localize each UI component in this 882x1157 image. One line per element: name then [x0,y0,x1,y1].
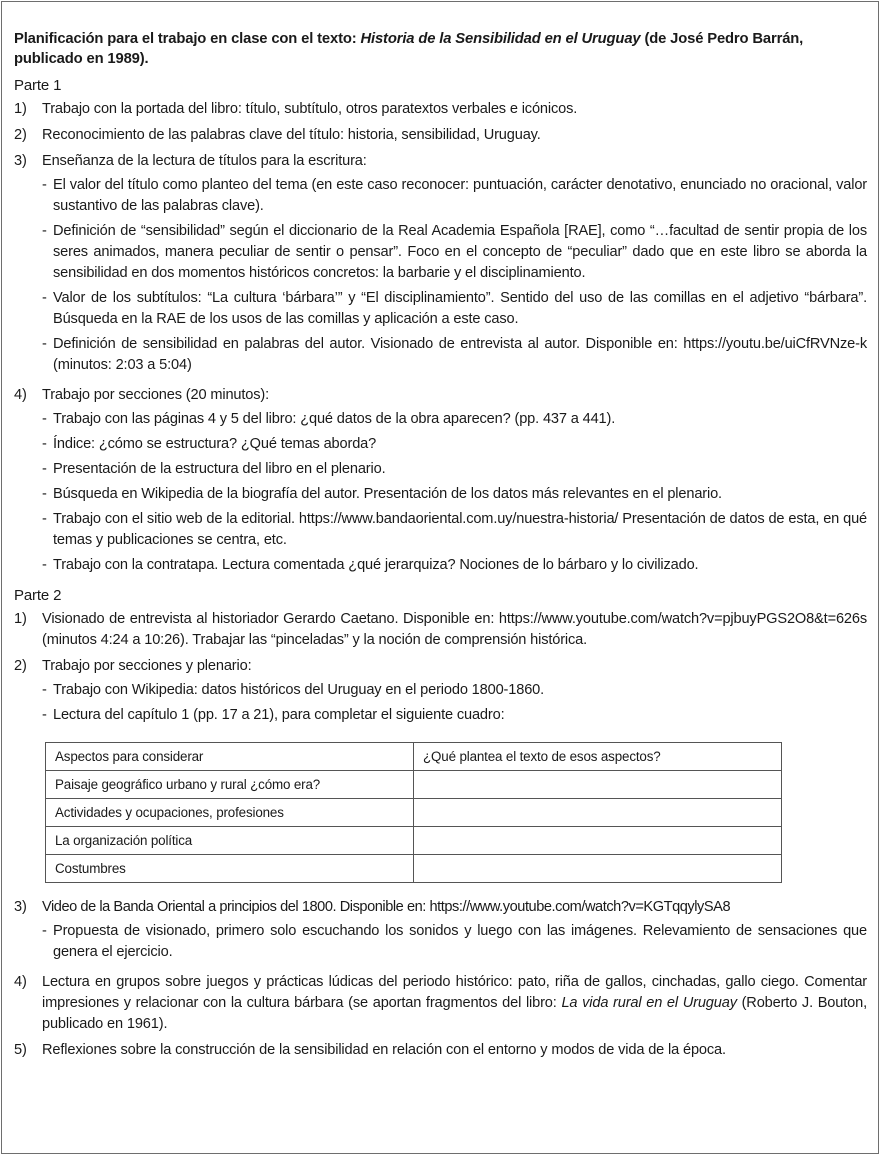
dash: - [42,411,47,427]
dash: - [42,461,47,477]
sub-item [42,459,867,480]
sub-item-text: Propuesta de visionado, primero solo escuchando los sonidos y luego con las imágenes. Relevamiento de sensaciones que genera el ejercicio. [53,923,867,960]
table-cell: Paisaje geográfico urbano y rural ¿cómo era? [46,771,414,799]
table-header-cell: ¿Qué plantea el texto de esos aspectos? [414,743,782,771]
book-title: La vida rural en el Uruguay [561,995,737,1011]
item-number: 4) [14,387,27,403]
sub-item [42,705,867,726]
title-book: Historia de la Sensibilidad en el Uruguay [360,31,641,47]
item-number: 5) [14,1042,27,1058]
dash: - [42,436,47,452]
dash: - [42,336,47,352]
sub-item [42,175,867,217]
sub-item [42,221,867,284]
dash: - [42,177,47,193]
table-cell: Actividades y ocupaciones, profesiones [46,799,414,827]
parte1-heading: Parte 1 [14,77,62,94]
sub-item-text: Definición de “sensibilidad” según el diccionario de la Real Academia Española [RAE], como “…facultad de sentir propia de los seres animados, manera peculiar de sentir o pensar”. Foco en el concepto de “peculiar” dado que en este libro se aborda la sensibilidad en dos momentos históricos concretos: la barbarie y el disciplinamiento. [53,223,867,281]
table-cell-empty [414,827,782,855]
item-text: Trabajo por secciones (20 minutos): [42,387,270,403]
dash: - [42,290,47,306]
table-row [46,799,782,827]
list-item [14,125,867,146]
dash: - [42,557,47,573]
item-text: Reflexiones sobre la construcción de la sensibilidad en relación con el entorno y modos de vida de la época. [42,1042,726,1058]
sub-item-text: Lectura del capítulo 1 (pp. 17 a 21), para completar el siguiente cuadro: [53,707,505,723]
dash: - [42,486,47,502]
dash: - [42,923,47,939]
sub-item-text: Trabajo con el sitio web de la editorial. https://www.bandaoriental.com.uy/nuestra-historia/ Presentación de datos de esta, en qué temas y publicaciones se centra, etc. [53,511,867,548]
item-body [42,897,867,967]
table-row [46,855,782,883]
item-number: 1) [14,101,27,117]
sub-item-text: Búsqueda en Wikipedia de la biografía del autor. Presentación de los datos más relevantes en el plenario. [53,486,722,502]
sub-item [42,409,867,430]
item-text [42,972,867,1035]
sub-item-text: El valor del título como planteo del tema (en este caso reconocer: puntuación, carácter denotativo, enunciado no oracional, valor sustantivo de las palabras clave). [53,177,867,214]
sub-item-text: Trabajo con la contratapa. Lectura comentada ¿qué jerarquiza? Nociones de lo bárbaro y lo civilizado. [53,557,699,573]
sub-item [42,921,867,963]
dash: - [42,707,47,723]
sub-item-text: Definición de sensibilidad en palabras del autor. Visionado de entrevista al autor. Disponible en: https://youtu.be/uiCfRVNze-k (minutos: 2:03 a 5:04) [53,336,867,373]
table-header-cell: Aspectos para considerar [46,743,414,771]
list-item [14,609,867,651]
list-item [14,151,867,380]
table-cell-empty [414,771,782,799]
item-number: 3) [14,899,27,915]
title-suffix: (de José Pedro Barrán, publicado en 1989). [14,31,804,67]
title-prefix: Planificación para el trabajo en clase con el texto: [14,31,361,47]
item-text: Video de la Banda Oriental a principios del 1800. Disponible en: https://www.youtube.com/watch?v=KGTqqylySA8 [42,899,731,915]
item-text: Visionado de entrevista al historiador Gerardo Caetano. Disponible en: https://www.youtube.com/watch?v=pjbuyPGS2O8&t=626s (minutos 4:24 a 10:26). Trabajar las “pinceladas” y la noción de comprensión histórica. [42,611,867,648]
sub-item [42,484,867,505]
table-cell: La organización política [46,827,414,855]
item-text: Reconocimiento de las palabras clave del título: historia, sensibilidad, Uruguay. [42,127,541,143]
item-number: 3) [14,153,27,169]
document-title [14,29,867,69]
item-text: Enseñanza de la lectura de títulos para la escritura: [42,153,367,169]
item-text: Trabajo por secciones y plenario: [42,658,252,674]
sub-item [42,288,867,330]
table-cell-empty [414,855,782,883]
item-body [42,151,867,380]
item-text-suffix: (Roberto J. Bouton, publicado en 1961). [42,995,867,1032]
sub-item [42,555,867,576]
item-number: 4) [14,974,27,990]
sub-item-text: Trabajo con Wikipedia: datos históricos del Uruguay en el periodo 1800-1860. [53,682,545,698]
sub-item-text: Trabajo con las páginas 4 y 5 del libro: ¿qué datos de la obra aparecen? (pp. 437 a 441). [53,411,616,427]
dash: - [42,682,47,698]
sub-item [42,680,867,701]
aspects-table [45,742,782,883]
item-number: 1) [14,611,27,627]
document-content [14,29,867,1066]
sub-item [42,509,867,551]
item-body [42,385,867,580]
list-item [14,897,867,967]
sub-item-text: Valor de los subtítulos: “La cultura ‘bárbara’” y “El disciplinamiento”. Sentido del uso de las comillas en el adjetivo “bárbara”. Búsqueda en la RAE de los usos de las comillas y aplicación a este caso. [53,290,867,327]
dash: - [42,511,47,527]
list-item [14,385,867,580]
list-item [14,972,867,1035]
list-item [14,99,867,120]
table-cell: Costumbres [46,855,414,883]
dash: - [42,223,47,239]
list-item [14,1040,867,1061]
item-text-prefix: Lectura en grupos sobre juegos y prácticas lúdicas del periodo histórico: pato, riña de gallos, cinchadas, gallo ciego. Comentar impresiones y relacionar con la cultura bárbara (se aportan fragmentos del libro: [42,974,867,1011]
list-item [14,656,867,730]
item-number: 2) [14,658,27,674]
table-row [46,827,782,855]
table-row [46,771,782,799]
parte2-heading: Parte 2 [14,587,62,604]
sub-item-text: Presentación de la estructura del libro en el plenario. [53,461,386,477]
table-header-row [46,743,782,771]
sub-item [42,334,867,376]
sub-item-text: Índice: ¿cómo se estructura? ¿Qué temas aborda? [53,436,377,452]
item-body [42,656,867,730]
item-number: 2) [14,127,27,143]
item-text: Trabajo con la portada del libro: título, subtítulo, otros paratextos verbales e icónicos. [42,101,578,117]
table-cell-empty [414,799,782,827]
sub-item [42,434,867,455]
